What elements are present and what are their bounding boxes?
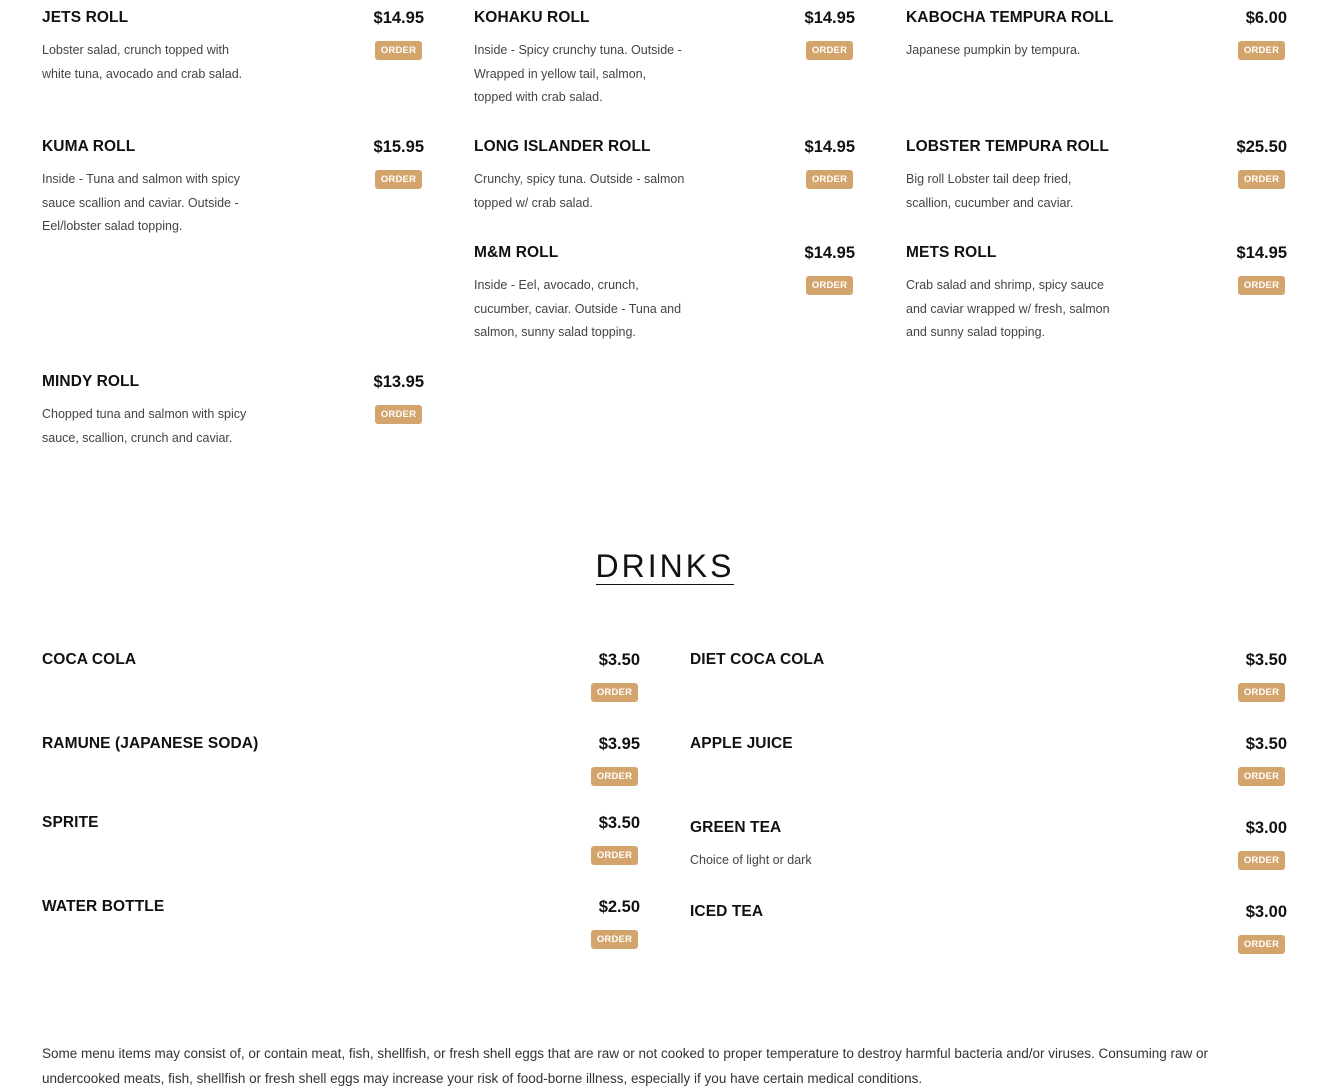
menu-item-mindy-roll <box>42 364 424 454</box>
item-price: $14.95 <box>373 9 424 27</box>
menu-item-mets-roll <box>906 235 1287 345</box>
order-button[interactable]: ORDER <box>806 276 853 295</box>
item-description: Crunchy, spicy tuna. Outside - salmon topped w/ crab salad. <box>474 172 685 210</box>
menu-item-apple-juice <box>690 726 1287 788</box>
menu-item-iced-tea <box>690 894 1287 956</box>
section-title-text: DRINKS <box>595 548 735 584</box>
menu-item-coca-cola <box>42 642 640 704</box>
item-name: APPLE JUICE <box>690 735 793 752</box>
item-name: LONG ISLANDER ROLL <box>474 138 651 155</box>
item-name: KUMA ROLL <box>42 138 136 155</box>
menu-item-kohaku-roll <box>474 0 855 110</box>
order-button[interactable]: ORDER <box>375 170 422 189</box>
order-button[interactable]: ORDER <box>591 930 638 949</box>
item-price: $3.00 <box>1245 819 1287 837</box>
item-price: $15.95 <box>373 138 424 156</box>
item-name: MINDY ROLL <box>42 373 140 390</box>
item-description: Inside - Tuna and salmon with spicy sauce scallion and caviar. Outside - Eel/lobster salad topping. <box>42 172 241 233</box>
menu-item-sprite <box>42 805 640 867</box>
menu-item-kuma-roll <box>42 129 424 239</box>
menu-item-diet-coca-cola <box>690 642 1287 704</box>
item-price: $14.95 <box>1236 244 1287 262</box>
item-name: WATER BOTTLE <box>42 898 165 915</box>
item-price: $25.50 <box>1236 138 1287 156</box>
order-button[interactable]: ORDER <box>375 405 422 424</box>
item-description: Inside - Spicy crunchy tuna. Outside - Wrapped in yellow tail, salmon, topped with crab salad. <box>474 43 682 104</box>
item-price: $13.95 <box>373 373 424 391</box>
order-button[interactable]: ORDER <box>1238 170 1285 189</box>
item-description: Inside - Eel, avocado, crunch, cucumber, caviar. Outside - Tuna and salmon, sunny salad topping. <box>474 278 682 339</box>
item-description: Crab salad and shrimp, spicy sauce and caviar wrapped w/ fresh, salmon and sunny salad topping. <box>906 278 1110 339</box>
menu-item-kabocha-tempura-roll <box>906 0 1287 110</box>
item-name: DIET COCA COLA <box>690 651 825 668</box>
item-price: $3.95 <box>598 735 640 753</box>
item-price: $2.50 <box>598 898 640 916</box>
item-description: Big roll Lobster tail deep fried, scallion, cucumber and caviar. <box>906 172 1074 210</box>
item-name: SPRITE <box>42 814 99 831</box>
allergy-disclaimer: Some menu items may consist of, or contain meat, fish, shellfish, or fresh shell eggs that are raw or not cooked to proper temperature to destroy harmful bacteria and/or viruses. Consuming raw or undercooked meats, fish, shellfish or fresh shell eggs may increase your risk of food-borne illness, especially if you have certain medical conditions. <box>42 1046 1209 1086</box>
item-name: KABOCHA TEMPURA ROLL <box>906 9 1114 26</box>
item-price: $3.50 <box>598 814 640 832</box>
order-button[interactable]: ORDER <box>806 170 853 189</box>
order-button[interactable]: ORDER <box>591 846 638 865</box>
item-price: $14.95 <box>804 9 855 27</box>
section-title-drinks <box>0 548 1330 585</box>
menu-item-long-islander-roll <box>474 129 855 219</box>
menu-item-green-tea <box>690 810 1287 872</box>
item-price: $3.50 <box>598 651 640 669</box>
item-name: M&M ROLL <box>474 244 559 261</box>
item-name: KOHAKU ROLL <box>474 9 590 26</box>
item-price: $3.00 <box>1245 903 1287 921</box>
menu-item-ramune <box>42 726 640 788</box>
order-button[interactable]: ORDER <box>375 41 422 60</box>
order-button[interactable]: ORDER <box>1238 935 1285 954</box>
order-button[interactable]: ORDER <box>1238 41 1285 60</box>
order-button[interactable]: ORDER <box>591 683 638 702</box>
item-price: $3.50 <box>1245 651 1287 669</box>
order-button[interactable]: ORDER <box>1238 767 1285 786</box>
item-name: COCA COLA <box>42 651 137 668</box>
order-button[interactable]: ORDER <box>591 767 638 786</box>
order-button[interactable]: ORDER <box>1238 276 1285 295</box>
menu-item-lobster-tempura-roll <box>906 129 1287 219</box>
item-price: $6.00 <box>1245 9 1287 27</box>
item-description: Choice of light or dark <box>690 853 812 867</box>
menu-item-water-bottle <box>42 889 640 951</box>
item-name: RAMUNE (JAPANESE SODA) <box>42 735 259 752</box>
item-description: Japanese pumpkin by tempura. <box>906 43 1081 57</box>
order-button[interactable]: ORDER <box>806 41 853 60</box>
item-price: $14.95 <box>804 138 855 156</box>
order-button[interactable]: ORDER <box>1238 851 1285 870</box>
item-name: METS ROLL <box>906 244 997 261</box>
order-button[interactable]: ORDER <box>1238 683 1285 702</box>
item-description: Lobster salad, crunch topped with white tuna, avocado and crab salad. <box>42 43 243 81</box>
item-price: $14.95 <box>804 244 855 262</box>
menu-item-jets-roll <box>42 0 424 110</box>
menu-item-mm-roll <box>474 235 855 345</box>
item-name: LOBSTER TEMPURA ROLL <box>906 138 1109 155</box>
item-name: GREEN TEA <box>690 819 782 836</box>
item-name: JETS ROLL <box>42 9 129 26</box>
item-price: $3.50 <box>1245 735 1287 753</box>
item-name: ICED TEA <box>690 903 764 920</box>
item-description: Chopped tuna and salmon with spicy sauce, scallion, crunch and caviar. <box>42 407 247 445</box>
